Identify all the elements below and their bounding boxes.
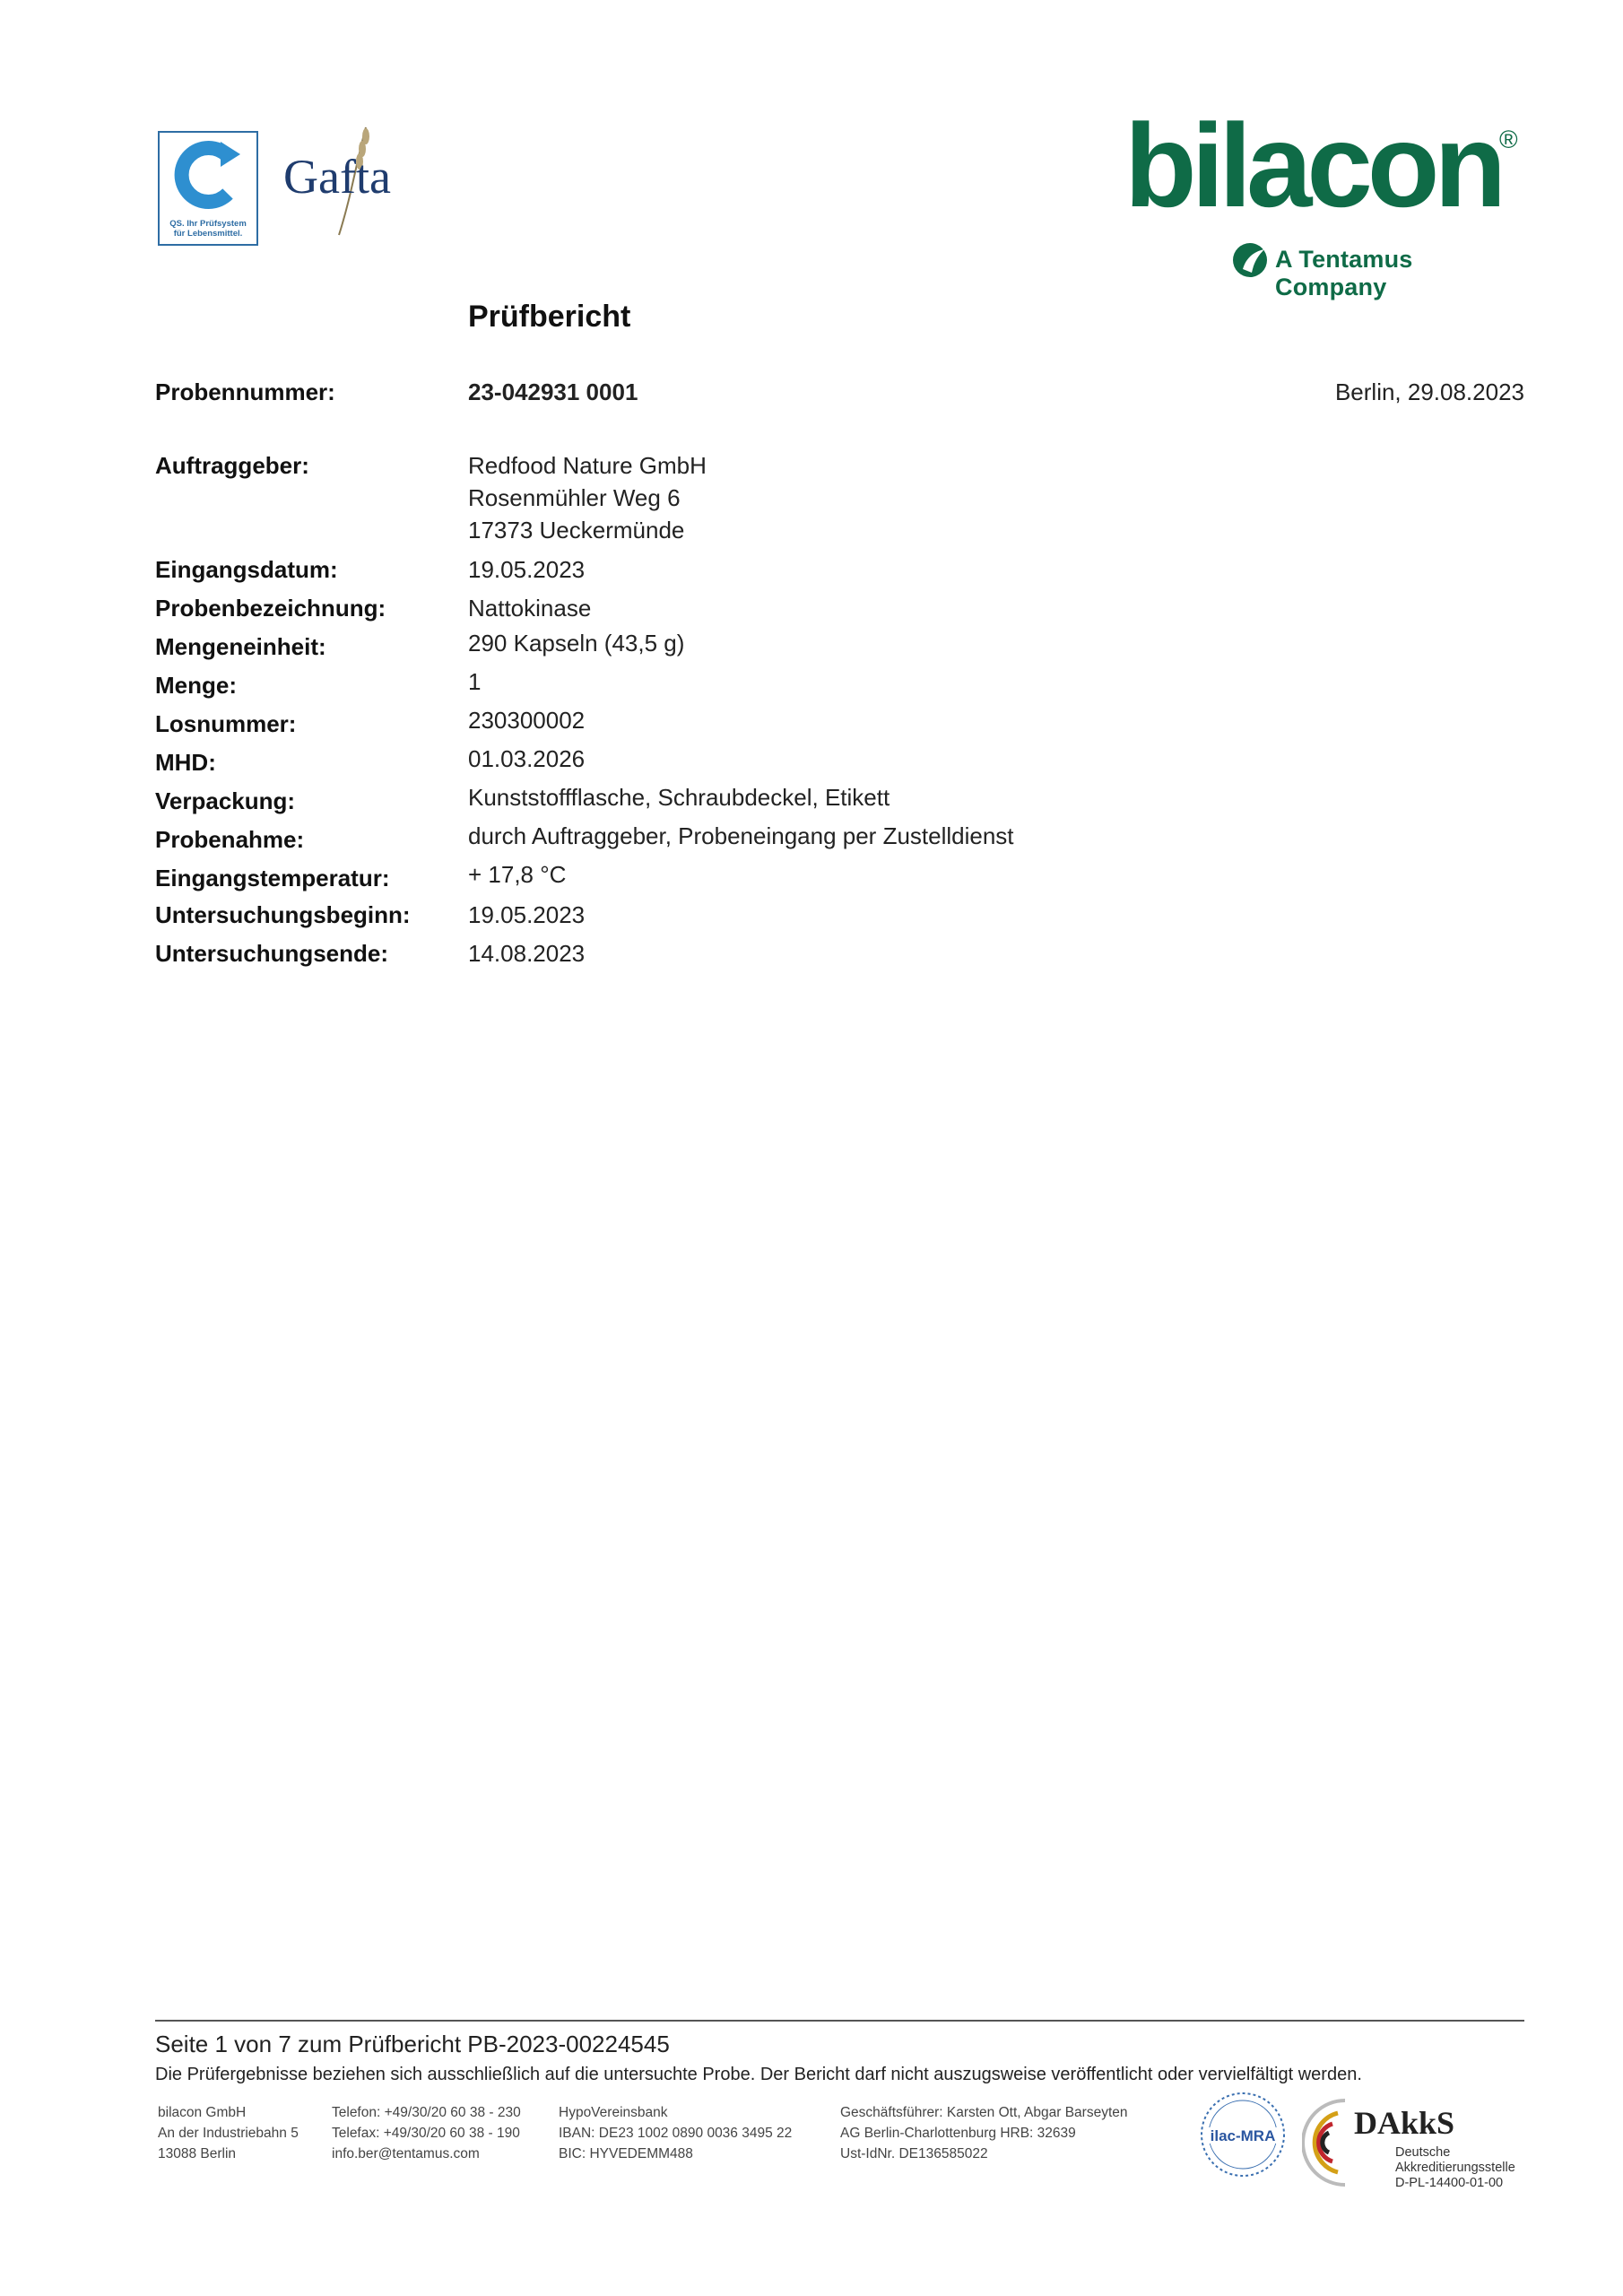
place-date: Berlin, 29.08.2023 xyxy=(1334,378,1524,405)
dakks-sub-line: D-PL-14400-01-00 xyxy=(1395,2176,1504,2190)
footer-company-line: 13088 Berlin xyxy=(158,2146,237,2161)
qs-logo xyxy=(158,131,258,246)
footer-email: info.ber@tentamus.com xyxy=(332,2146,480,2161)
dakks-logo xyxy=(1302,2088,1526,2197)
eingangsdatum-label: Eingangsdatum: xyxy=(155,556,338,583)
losnummer-value: 230300002 xyxy=(468,707,586,734)
losnummer-label: Losnummer: xyxy=(155,710,297,737)
footer-company xyxy=(158,2102,299,2164)
client-name: Redfood Nature GmbH xyxy=(468,452,707,479)
verpackung-label: Verpackung: xyxy=(155,787,296,814)
tagline-text: A Tentamus Company xyxy=(1275,246,1413,300)
footer-fax: Telefax: +49/30/20 60 38 - 190 xyxy=(332,2126,520,2141)
disclaimer: Die Prüfergebnisse beziehen sich ausschließlich auf die untersuchte Probe. Der Bericht darf nicht auszugsweise veröffentlicht oder vervielfältigt werden. xyxy=(155,2065,1362,2084)
page-title: Prüfbericht xyxy=(468,300,631,334)
dakks-arcs-icon xyxy=(1302,2093,1356,2192)
dakks-sub-line: Deutsche xyxy=(1395,2145,1451,2160)
qs-caption-line-1: QS. Ihr Prüfsystem xyxy=(169,219,247,229)
untersuchungsbeginn-value: 19.05.2023 xyxy=(468,901,586,928)
mengeneinheit-value: 290 Kapseln (43,5 g) xyxy=(468,630,685,657)
probennummer-value: 23-042931 0001 xyxy=(468,378,638,405)
footer-divider xyxy=(155,2020,1524,2022)
footer-company-line: An der Industriebahn 5 xyxy=(158,2126,299,2141)
auftraggeber-label: Auftraggeber: xyxy=(155,452,309,479)
dakks-wordmark: DAkkS xyxy=(1354,2105,1455,2141)
footer-management-line: Geschäftsführer: Karsten Ott, Abgar Barseyten xyxy=(840,2105,1128,2120)
untersuchungsbeginn-label: Untersuchungsbeginn: xyxy=(155,901,411,928)
client-street: Rosenmühler Weg 6 xyxy=(468,484,681,511)
bilacon-logo: bilacon xyxy=(1124,100,1502,231)
footer-phone: Telefon: +49/30/20 60 38 - 230 xyxy=(332,2105,521,2120)
client-city: 17373 Ueckermünde xyxy=(468,517,685,544)
footer-bank-line: HypoVereinsbank xyxy=(559,2105,668,2120)
mhd-label: MHD: xyxy=(155,749,216,776)
probenahme-label: Probenahme: xyxy=(155,826,305,853)
footer-company-line: bilacon GmbH xyxy=(158,2105,247,2120)
footer-management-line: Ust-IdNr. DE136585022 xyxy=(840,2146,988,2161)
footer-bank-line: IBAN: DE23 1002 0890 0036 3495 22 xyxy=(559,2126,793,2141)
menge-value: 1 xyxy=(468,668,482,695)
dakks-subtitle xyxy=(1395,2145,1515,2191)
verpackung-value: Kunststoffflasche, Schraubdeckel, Etikett xyxy=(468,784,890,811)
eingangstemperatur-label: Eingangstemperatur: xyxy=(155,865,390,891)
tentamus-leaf-icon xyxy=(1230,239,1270,280)
ilac-text: ilac-MRA xyxy=(1210,2127,1276,2144)
gafta-wordmark: Gafta xyxy=(283,150,391,204)
probennummer-label: Probennummer: xyxy=(155,378,335,405)
mengeneinheit-label: Mengeneinheit: xyxy=(155,633,326,660)
eingangsdatum-value: 19.05.2023 xyxy=(468,556,586,583)
probenbezeichnung-label: Probenbezeichnung: xyxy=(155,595,386,622)
page-info: Seite 1 von 7 zum Prüfbericht PB-2023-00224545 xyxy=(155,2031,670,2057)
untersuchungsende-label: Untersuchungsende: xyxy=(155,940,389,967)
mhd-value: 01.03.2026 xyxy=(468,745,586,772)
tentamus-tagline xyxy=(1230,239,1517,300)
footer-management xyxy=(840,2102,1128,2164)
eingangstemperatur-value: + 17,8 °C xyxy=(468,861,567,888)
footer-contact xyxy=(332,2102,521,2164)
untersuchungsende-value: 14.08.2023 xyxy=(468,940,586,967)
ilac-seal-icon xyxy=(1198,2090,1288,2179)
footer-management-line: AG Berlin-Charlottenburg HRB: 32639 xyxy=(840,2126,1076,2141)
probenbezeichnung-value: Nattokinase xyxy=(468,595,592,622)
probenahme-value: durch Auftraggeber, Probeneingang per Zustelldienst xyxy=(468,822,1014,849)
footer-bank-line: BIC: HYVEDEMM488 xyxy=(559,2146,693,2161)
qs-caption-line-2: für Lebensmittel. xyxy=(173,229,243,239)
gafta-logo xyxy=(278,124,412,239)
registered-mark: ® xyxy=(1499,126,1518,153)
qs-arrow-icon xyxy=(172,140,244,210)
dakks-sub-line: Akkreditierungsstelle xyxy=(1395,2161,1515,2175)
menge-label: Menge: xyxy=(155,672,237,699)
footer-bank xyxy=(559,2102,792,2164)
ilac-mra-logo xyxy=(1198,2090,1288,2179)
